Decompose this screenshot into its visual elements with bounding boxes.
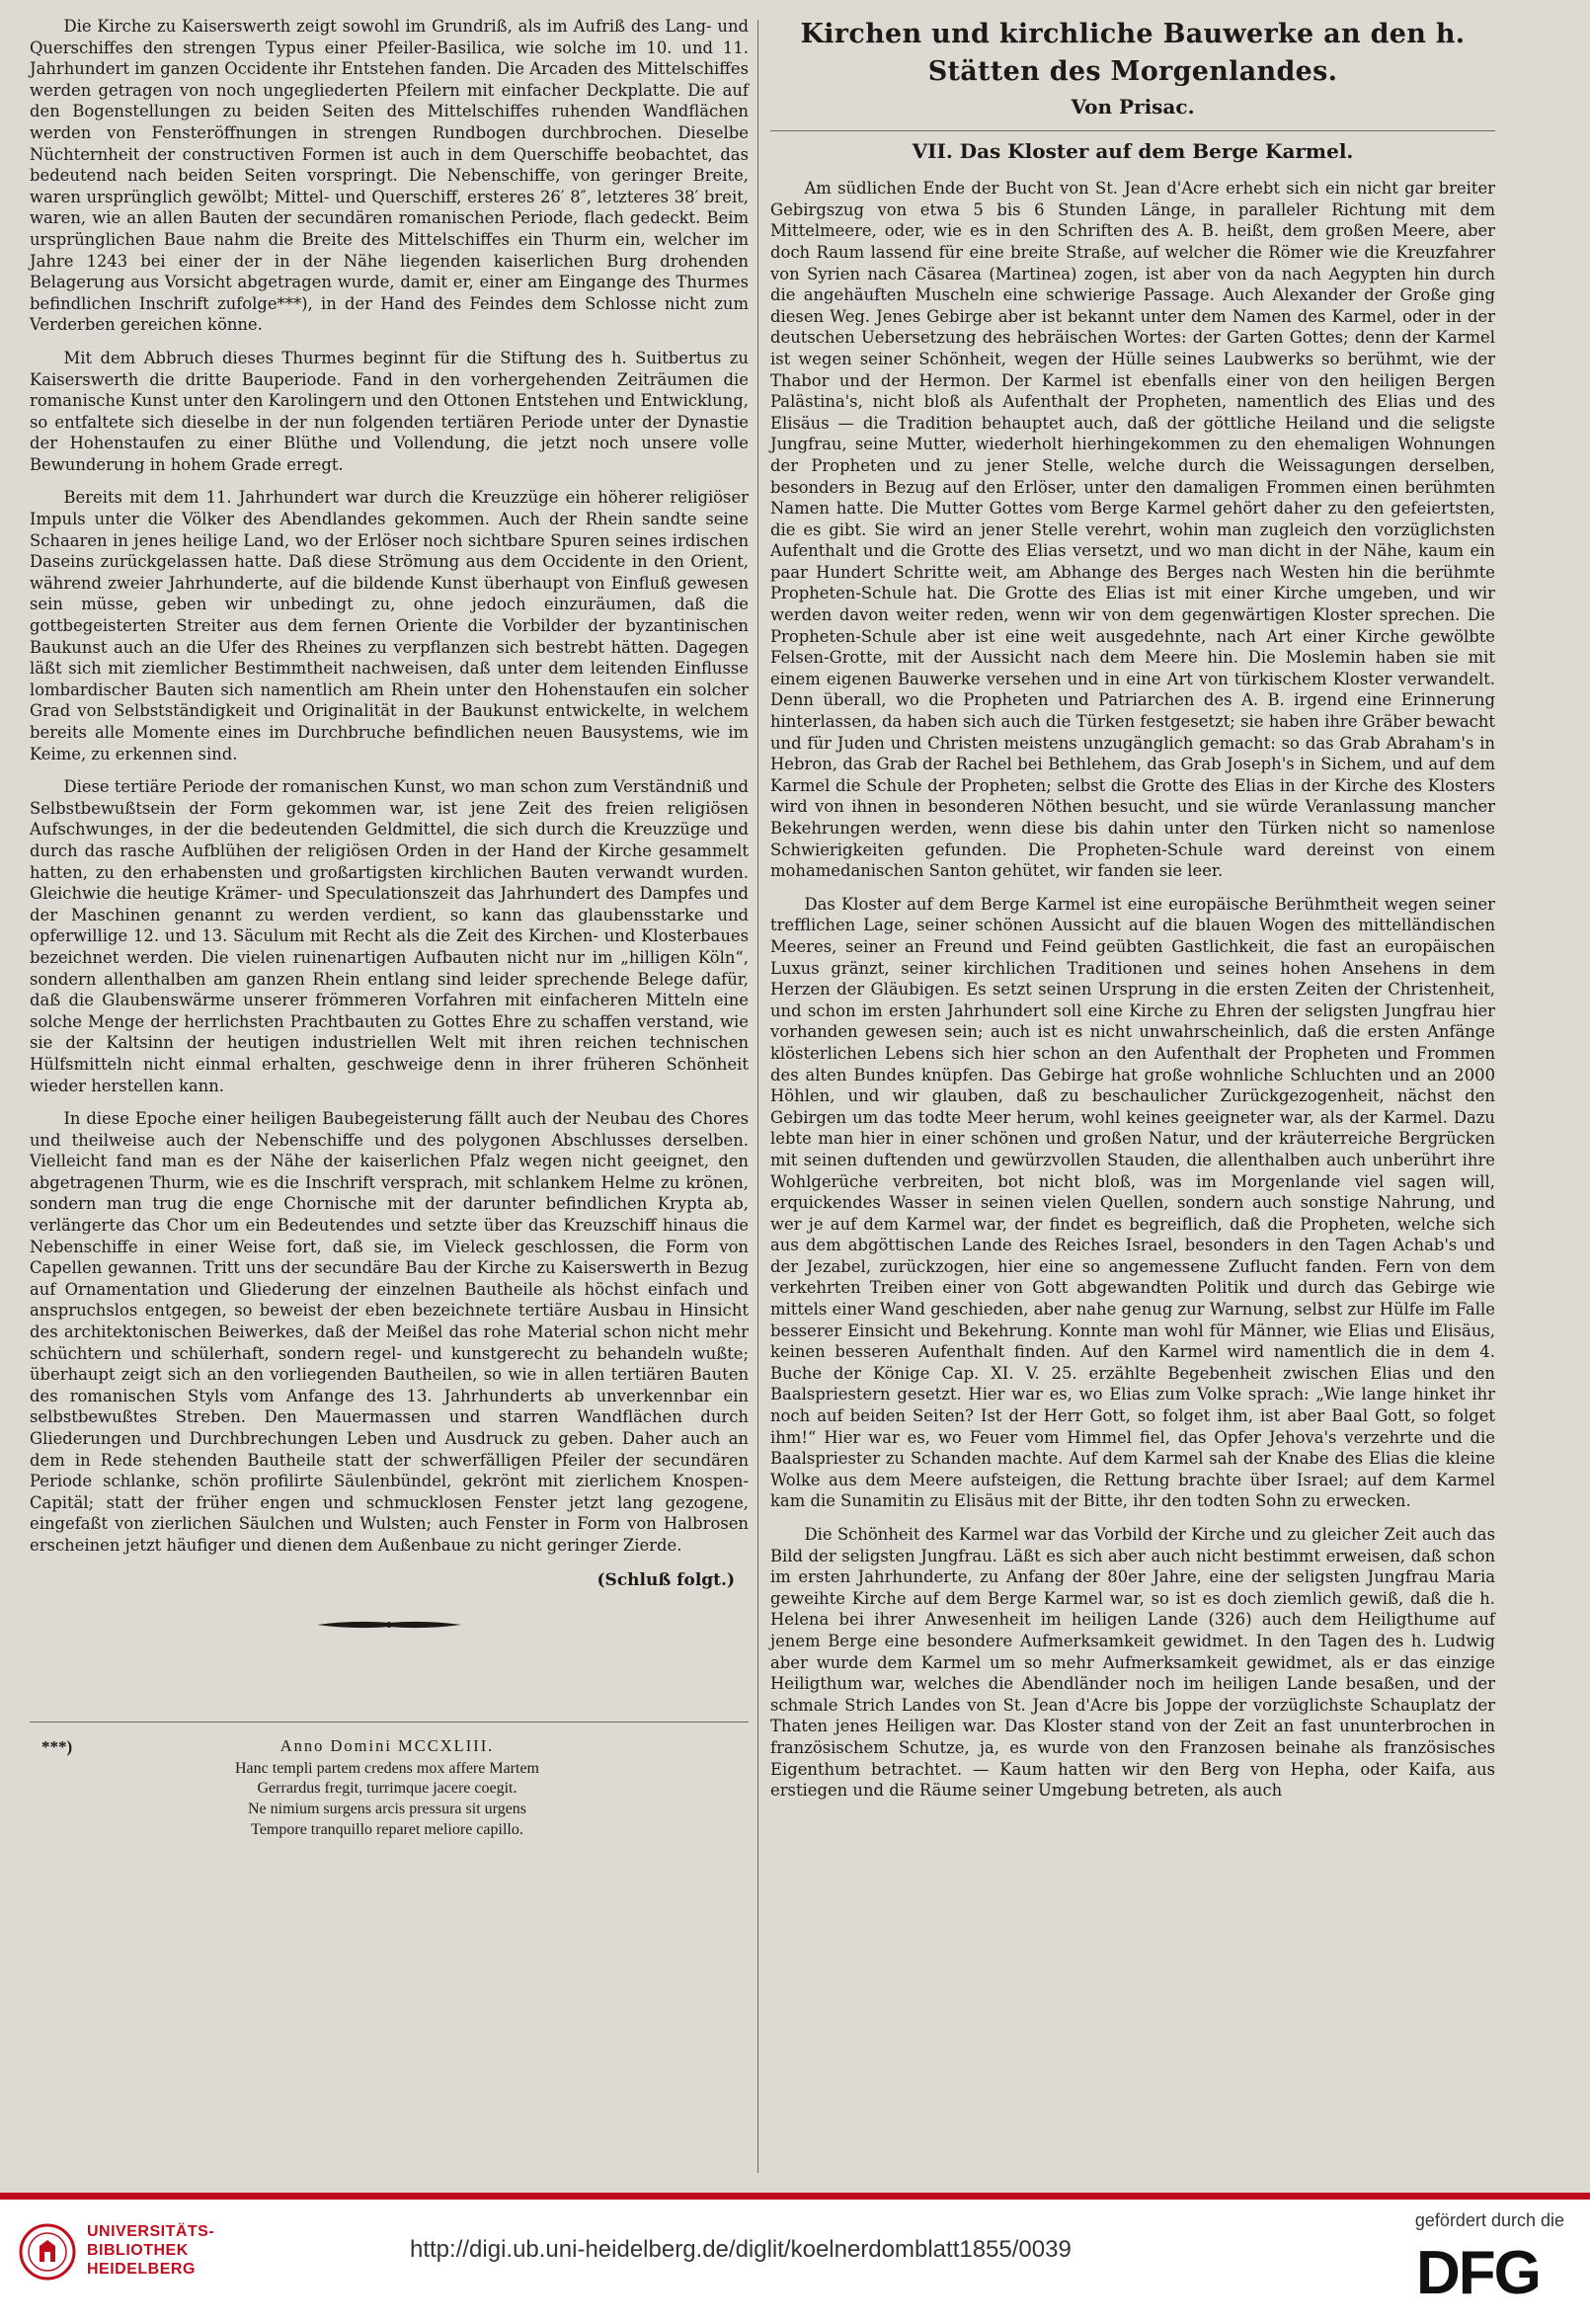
left-column [30, 16, 749, 1840]
permalink-url[interactable]: http://digi.ub.uni-heidelberg.de/diglit/koelnerdomblatt1855/0039 [410, 2236, 1072, 2263]
article-author: Von Prisac. [1071, 95, 1195, 119]
digitization-footer [0, 2193, 1590, 2324]
inscription-line: Hanc templi partem credens mox affere Martem [234, 1759, 539, 1777]
article-paragraph: Die Schönheit des Karmel war das Vorbild der Kirche und zu gleicher Zeit auch das Bild der seligsten Jungfrau. Läßt es sich aber auch nicht bestimmt erweisen, daß schon im ersten Jahrhunderte, zu Anfang der 80er Jahre, eine der seligsten Jungfrau Maria geweihte Kirche auf dem Berge Karmel war, so ist es doch ziemlich gewiß, daß die h. Helena bei ihrer Anwesenheit im heiligen Lande (326) auch dem Heiligthume auf jenem Berge eine besondere Aufmerksamkeit gewidmet. In den Tagen des h. Ludwig aber wurde dem Karmel um so mehr Aufmerksamkeit gewidmet, als er das einzige Heiligthum war, welches die Abendländer noch im heiligen Lande besaßen, und der schmale Strich Landes von St. Jean d'Acre bis Joppe der vorzüglichste Schauplatz der Thaten jenes Heiligen war. Das Kloster stand von der Zeit an fast ununterbrochen in französischem Schutze, ja, es wurde von den Franzosen beinahe als französisches Eigenthum betrachtet. — Kaum hatten wir den Berg von Hepha, oder Kaifa, aus erstiegen und die Räume seiner Umgebung betreten, als auch [770, 1525, 1495, 1801]
article-paragraph: Bereits mit dem 11. Jahrhundert war durch die Kreuzzüge ein höherer religiöser Impuls unter die Völker des Abendlandes gekommen. Auch der Rhein sandte seine Schaaren in jenes heilige Land, wo der Erlöser noch sichtbare Spuren seines irdischen Daseins zurückgelassen hatte. Daß diese Strömung aus dem Occidente in den Orient, während zweier Jahrhunderte, auf die bildende Kunst überhaupt von Einfluß gewesen sein müsse, geben wir unbedingt zu, ohne jedoch einzuräumen, daß die gottbegeisterten Streiter aus dem fernen Oriente die Vorbilder der byzantinischen Baukunst auch an die Ufer des Rheines zu verpflanzen sich bestrebt hätten. Dagegen läßt sich mit ziemlicher Bestimmtheit nachweisen, daß unter dem leitenden Einflusse lombardischer Bauten sich namentlich am Rhein unter den Hohenstaufen ein solcher Grad von Selbstständigkeit und Originalität in der Baukunst entwickelte, in welchem bereits alle Momente eines im Durchbruche befindlichen neuen Bausystems, wie im Keime, zu erkennen sind. [30, 488, 749, 763]
library-name-line: UNIVERSITÄTS- [87, 2223, 215, 2240]
footnote-divider [30, 1722, 749, 1723]
article-paragraph: Das Kloster auf dem Berge Karmel ist eine europäische Berühmtheit wegen seiner trefflichen Lage, seiner schönen Aussicht auf die blauen Wogen des mittelländischen Meeres, seiner an Freund und Feind geübten Gastlichkeit, die fast an europäischen Luxus gränzt, seiner kirchlichen Traditionen und seines hohen Ansehens in dem Herzen der Gläubigen. Es setzt seinen Ursprung in die ersten Zeiten der Christenheit, und schon im ersten Jahrhundert soll eine Kirche zu Ehren der seligsten Jungfrau hier vorhanden gewesen sein; auch ist es nicht unwahrscheinlich, daß die ersten Anfänge klösterlichen Lebens sich hier schon an den Aufenthalt der Propheten und Frommen des alten Bundes knüpfen. Das Gebirge hat große wohnliche Schluchten und an 2000 Höhlen, und wir glauben, daß zu beschaulicher Zurückgezogenheit, nächst den Gebirgen um das todte Meer herum, wohl keines geeigneter war, als der Karmel. Dazu lebte man hier in einer schönen und großen Natur, und der kräuterreiche Bergrücken mit seinen duftenden und gewürzvollen Stauden, die allenthalben auch unberührt ihre Wohlgerüche verbreiten, bot nicht bloß, was im Morgenlande viel sagen will, erquickendes Wasser in seinen vielen Quellen, sondern auch sonstige Nahrung, und wer je auf dem Karmel war, der findet es begreiflich, daß die Propheten, welche sich aus dem abgöttischen Lande des Reiches Israel, besonders in den Tagen Achab's und der Jezabel, zurückzogen, hier eine so angemessene Zuflucht fanden. Fern von dem verkehrten Treiben einer von Gott abgewandten Politik und durch das Gebirge wie mittels einer Wand geschieden, aber nahe genug zur Warnung, selbst zur Hülfe im Falle besserer Einsicht und Bekehrung. Konnte man wohl für Männer, wie Elias und Elisäus, keinen besseren Aufenthalt finden. Auf den Karmel wird namentlich die in dem 4. Buche der Könige Cap. XI. V. 25. erzählte Begebenheit zwischen Elias und den Baalspriestern gesetzt. Hier war es, wo Elias zum Volke sprach: „Wie lange hinket ihr noch auf beiden Seiten? Ist der Herr Gott, so folget ihm, ist aber Baal Gott, so folget ihm!“ Hier war es, wo Feuer vom Himmel fiel, das Opfer Jehova's verzehrte und die Baalspriester zu Schanden machte. Auf dem Karmel sah der Knabe des Elias die kleine Wolke aus dem Meere aufsteigen, die Rettung brachte über Israel; auf dem Karmel kam die Sunamitin zu Elisäus mit der Bitte, ihr den todten Sohn zu erwecken. [770, 894, 1495, 1511]
ornamental-divider-icon [315, 1617, 463, 1633]
article-paragraph: In diese Epoche einer heiligen Baubegeisterung fällt auch der Neubau des Chores und theilweise auch der Nebenschiffe und des polygonen Abschlusses derselben. Vielleicht fand man es der Nähe der kaiserlichen Pfalz wegen nicht geeignet, den abgetragenen Thurm, wie es die Inschrift versprach, mit schlankem Helme zu krönen, sondern man trug die enge Chornische mit der darunter befindlichen Krypta ab, verlängerte das Chor um ein Bedeutendes und setzte über das Kreuzschiff hinaus die Nebenschiffe in einer Weise fort, daß sie, im Vieleck geschlossen, die Form von Capellen gewannen. Tritt uns der secundäre Bau der Kirche zu Kaiserswerth in Bezug auf Ornamentation und Gliederung der einzelnen Bautheile als höchst einfach und anspruchslos entgegen, so beweist der eben bezeichnete tertiäre Ausbau in Hinsicht des architektonischen Beiwerkes, daß der Meißel das rohe Material schon nicht mehr schüchtern und schülerhaft, sondern regel- und kunstgerecht zu behandeln wußte; überhaupt zeigt sich an den vorliegenden Bautheilen, so wie in allen tertiären Bauten des romanischen Styls vom Anfange des 13. Jahrhunderts ab unverkennbar ein selbstbewußtes Streben. Den Mauermassen und starren Wandflächen durch Gliederungen und Durchbrechungen Leben und Ausdruck zu geben. Daher auch an dem in Rede stehenden Bautheile statt der schwerfälligen Pfeiler der secundären Periode schlanke, schön profilirte Säulenbündel, gekrönt mit zierlichem Knospen-Capitäl; statt der früher engen und schmucklosen Fenster jetzt lang gezogene, eingefaßt von zierlichen Säulchen und Wulsten; auch Fenster in Form von Halbrosen erscheinen jetzt häufiger und dienen dem Außenbaue zu nicht geringer Zierde. [30, 1109, 749, 1555]
university-seal-icon [18, 2222, 77, 2282]
inscription-line: Tempore tranquillo reparet meliore capillo. [251, 1820, 523, 1838]
svg-text:DFG: DFG [1416, 2242, 1540, 2299]
funding-note: gefördert durch die [1414, 2210, 1564, 2230]
library-name [87, 2222, 214, 2279]
article-paragraph: Die Kirche zu Kaiserswerth zeigt sowohl im Grundriß, als im Aufriß des Lang- und Querschiffes den strengen Typus einer Pfeiler-Basilica, wie solche im 10. und 11. Jahrhundert im ganzen Occidente ihr Entstehen fanden. Die Arcaden des Mittelschiffes werden getragen von noch ungegliederten Pfeilern mit einfacher Deckplatte. Die auf den Bogenstellungen zu beiden Seiten des Mittelschiffes ruhenden Wandflächen werden von Fensteröffnungen in strengen Rundbogen durchbrochen. Dieselbe Nüchternheit der constructiven Formen ist auch in dem Querschiffe beobachtet, das bedeutend nach beiden Seiten vorspringt. Die Nebenschiffe, von geringer Breite, waren ursprünglich gewölbt; Mittel- und Querschiff, ersteres 26′ 8″, letzteres 38′ breit, waren, wie an allen Bauten der secundären romanischen Periode, flach gedeckt. Beim ursprünglichen Baue nahm die Breite des Mittelschiffes ein Thurm ein, welcher im Jahre 1243 bei einer der in der Nähe liegenden kaiserlichen Burg drohenden Belagerung aus Vorsicht abgetragen wurde, damit er, einer am Eingange des Thurmes befindlichen Inschrift zufolge***), in der Hand des Feindes dem Schlosse nicht zum Verderben gereichen könne. [30, 17, 749, 335]
column-divider [757, 20, 758, 2173]
right-column [770, 16, 1495, 1813]
footnote-inscription [130, 1736, 644, 1840]
title-divider [770, 130, 1495, 131]
inscription-line: Gerrardus fregit, turrimque jacere coegit. [257, 1780, 517, 1798]
article-paragraph: Am südlichen Ende der Bucht von St. Jean d'Acre erhebt sich ein nicht gar breiter Gebirgszug von etwa 5 bis 6 Stunden Länge, in paralleler Richtung mit dem Mittelmeere, oder, wie es in den Schriften des A. B. heißt, dem großen Meere, aber doch Raum lassend für eine breite Straße, auf welcher die Römer wie die Kreuzfahrer von Syrien nach Cäsarea (Martinea) zogen, ist aber von da nach Aegypten hin durch die angehäuften Muscheln eine schwierige Passage. Auch Alexander der Große ging diesen Weg. Jenes Gebirge aber ist bekannt unter dem Namen des Karmel, oder in der deutschen Uebersetzung des hebräischen Wortes: der Garten Gottes; denn der Karmel ist wegen seiner Schönheit, wegen der Hülle seines Laubwerks so berühmt, wie der Thabor und der Hermon. Der Karmel ist ebenfalls einer von den heiligen Bergen Palästina's, nicht bloß als Aufenthalt der Propheten, namentlich des Elias und des Elisäus — die Tradition behauptet auch, daß der göttliche Heiland und die seligste Jungfrau, seine Mutter, wiederholt hierhingekommen zu den ehemaligen Wohnungen der Propheten und zu jener Stelle, welche durch die Weissagungen derselben, besonders in Bezug auf den Erlöser, unter den damaligen Frommen einen berühmten Namen hatte. Die Mutter Gottes vom Berge Karmel gehört daher zu den gefeiertsten, die es gibt. Sie wird an jener Stelle verehrt, wohin man zugleich den vorzüglichsten Aufenthalt und die Grotte des Elias versetzt, und wo man dicht in der Nähe, kaum ein paar Hundert Schritte weit, am Abhange des Berges nach Westen hin die berühmte Propheten-Schule hat. Die Grotte des Elias ist mit einer Kirche umgeben, und wir werden davon weiter reden, wenn wir von dem gegenwärtigen Kloster sprechen. Die Propheten-Schule aber ist eine weit ausgedehnte, nach Art einer Kirche gewölbte Felsen-Grotte, mit der Aussicht nach dem Meere hin. Die Moslemin haben sie mit einem eigenen Bauwerke versehen und in eine Art von türkischem Kloster verwandelt. Denn überall, wo die Propheten und Patriarchen des A. B. irgend eine Erinnerung hinterlassen, da haben sich auch die Türken festgesetzt; sie haben ihre Gräber bewacht und für Juden und Christen meistens unzugänglich gemacht: so das Grab Abraham's in Hebron, das Grab der Rachel bei Bethlehem, das Grab Joseph's in Sichem, und auf dem Karmel die Schule der Propheten; selbst die Grotte des Elias in der Kirche des Klosters wird von ihnen in besonderen Nöthen besucht, und sie würde Veranlassung mancher Bekehrungen werden, wenn diese bis dahin unter den Türken nicht so namenlose Schwierigkeiten gefunden. Die Propheten-Schule ward dereinst von einem mohamedanischen Santon gehütet, wir fanden sie leer. [770, 179, 1495, 881]
section-heading: VII. Das Kloster auf dem Berge Karmel. [912, 138, 1354, 163]
library-name-line: HEIDELBERG [87, 2261, 196, 2278]
footnote [30, 1736, 749, 1840]
footnote-marker: ***) [41, 1737, 73, 1757]
inscription-line: Ne nimium surgens arcis pressura sit urgens [247, 1800, 527, 1817]
library-name-line: BIBLIOTHEK [87, 2242, 189, 2259]
article-title: Kirchen und kirchliche Bauwerke an den h. Stätten des Morgenlandes. [800, 19, 1466, 87]
continuation-note: (Schluß folgt.) [596, 1569, 735, 1590]
article-paragraph: Diese tertiäre Periode der romanischen Kunst, wo man schon zum Verständniß und Selbstbewußtsein der Form gekommen war, ist jene Zeit des freien religiösen Aufschwunges, in der die bedeutenden Geldmittel, die sich durch die Kreuzzüge und durch das rasche Aufblühen der religiösen Orden in der Hand der Kirche gesammelt hatten, zu den erhabensten und großartigsten kirchlichen Bauten verwandt wurden. Gleichwie die heutige Krämer- und Speculationszeit das Jahrhundert des Dampfes und der Maschinen genannt zu werden verdient, so kann das glaubensstarke und opferwillige 12. und 13. Säculum mit Recht als die Zeit des Kirchen- und Klosterbaues bezeichnet werden. Die vielen ruinenartigen Aufbauten nicht nur im „hilligen Köln“, sondern allenthalben am ganzen Rhein entlang sind leider sprechende Belege dafür, daß die Glaubenswärme unserer frömmeren Vorfahren mit einfacheren Mitteln eine solche Menge der herrlichsten Prachtbauten zu Gottes Ehre zu schaffen verstand, wie sie der Kaltsinn der heutigen industriellen Welt mit ihren reichen technischen Hülfsmitteln nicht einmal erhalten, geschweige denn in ihrer früheren Schönheit wieder herstellen kann. [30, 777, 749, 1095]
footer-accent-bar [0, 2193, 1590, 2200]
inscription-heading: Anno Domini MCCXLIII. [279, 1736, 495, 1756]
dfg-logo-icon [1414, 2242, 1574, 2299]
article-paragraph: Mit dem Abbruch dieses Thurmes beginnt für die Stiftung des h. Suitbertus zu Kaiserswerth die dritte Bauperiode. Fand in den vorhergehenden Zeiträumen die romanische Kunst unter den Karolingern und den Ottonen Entstehen und Entwicklung, so entfaltete sich dieselbe in der nun folgenden tertiären Periode unter der Dynastie der Hohenstaufen zu einer Blüthe und Vollendung, die jetzt noch unsere volle Bewunderung in hohem Grade erregt. [30, 348, 749, 474]
